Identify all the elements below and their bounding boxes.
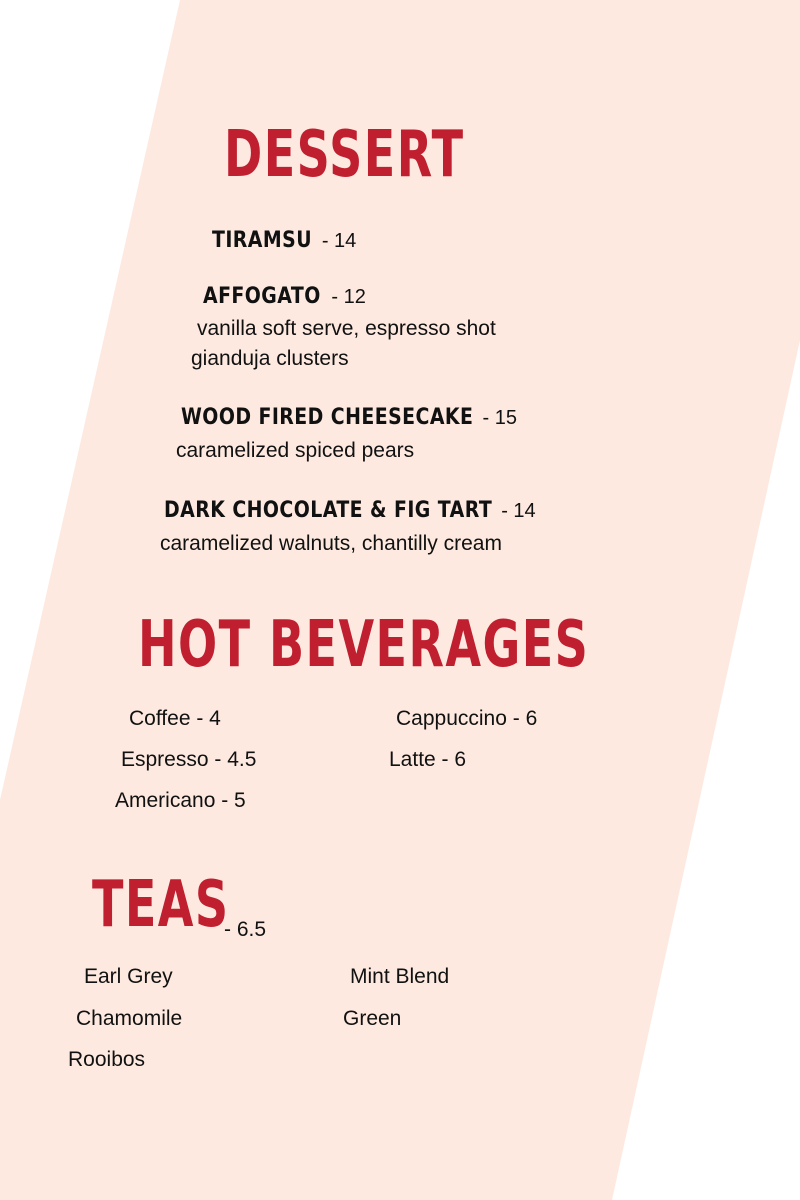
tea-item: Earl Grey [84,965,173,988]
item-name: TIRAMSU [212,228,312,253]
tea-item: Rooibos [68,1048,146,1071]
menu-item [212,228,356,253]
beverage-item: Latte - 6 [389,748,467,771]
item-description: caramelized spiced pears [176,439,415,462]
tea-item: Green [343,1007,402,1030]
item-description: vanilla soft serve, espresso shot [197,317,496,340]
item-name: DARK CHOCOLATE & FIG TART [164,498,493,523]
item-name: WOOD FIRED CHEESECAKE [181,405,474,430]
beverage-item: Espresso - 4.5 [121,748,257,771]
item-name: AFFOGATO [203,284,321,309]
hot-beverages-title: HOT BEVERAGES [138,608,590,682]
item-price: - 12 [325,286,366,308]
beverage-item: Coffee - 4 [129,707,221,730]
item-description: caramelized walnuts, chantilly cream [160,532,502,555]
item-price: - 14 [316,230,357,252]
menu-item [203,284,366,309]
dessert-title: DESSERT [224,118,465,192]
beverage-item: Cappuccino - 6 [396,707,538,730]
tea-item: Mint Blend [350,965,450,988]
menu-item [164,498,536,523]
beverage-item: Americano - 5 [115,789,246,812]
item-description: gianduja clusters [191,347,349,370]
item-price: - 14 [495,500,536,522]
tea-item: Chamomile [76,1007,183,1030]
menu-item [181,405,517,430]
teas-price: - 6.5 [224,918,267,941]
item-price: - 15 [476,407,517,429]
teas-title: TEAS [92,868,230,942]
